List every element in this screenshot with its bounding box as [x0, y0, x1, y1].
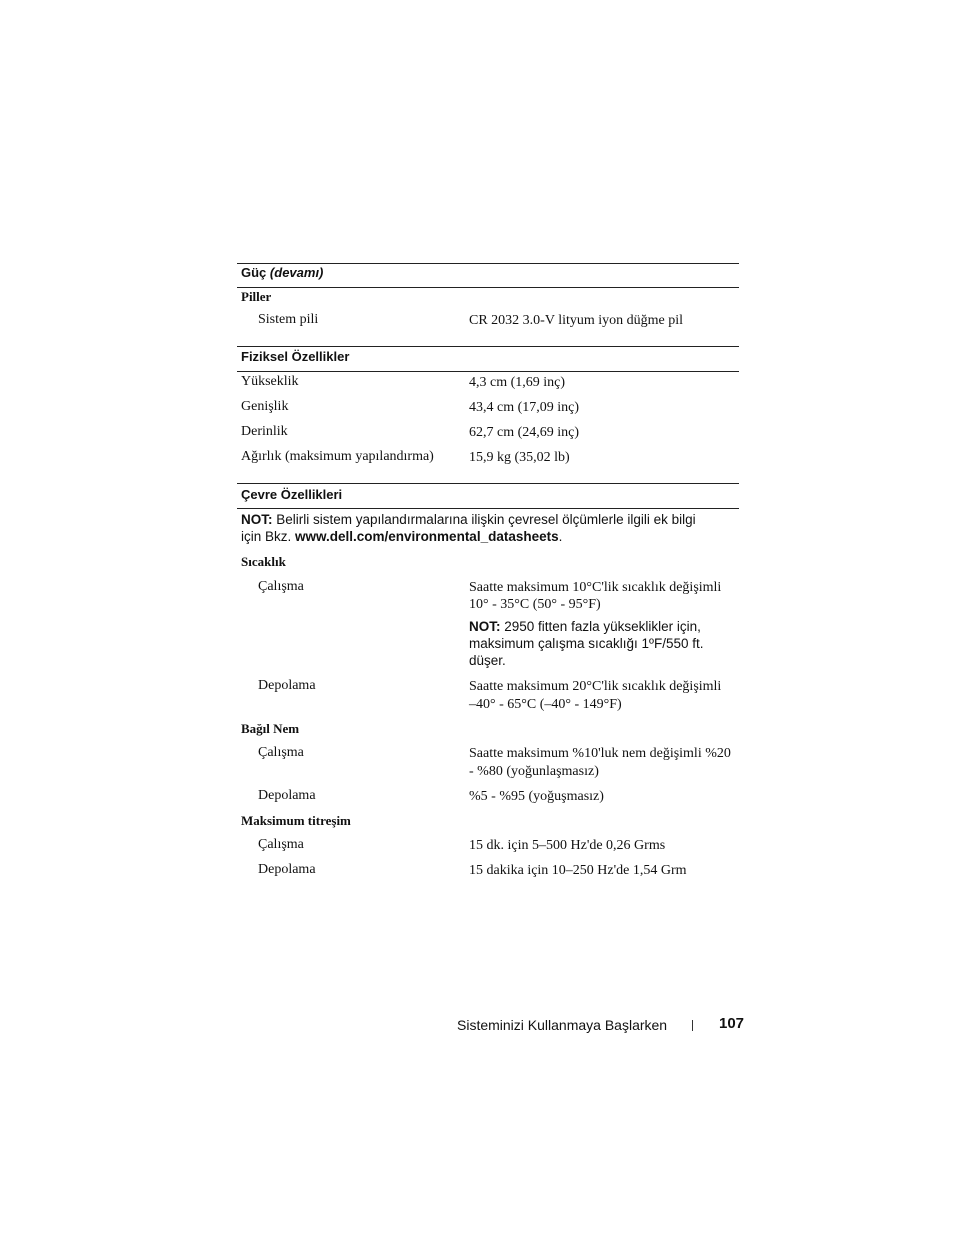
environment-note-line-1 — [241, 511, 741, 528]
temperature-title: Sıcaklık — [241, 554, 286, 569]
temperature-operating-value-2: 10° - 35°C (50° - 95°F) — [469, 597, 601, 612]
humidity-title: Bağıl Nem — [241, 721, 300, 736]
rule-environment-bottom — [237, 508, 739, 509]
physical-width-value: 43,4 cm (17,09 inç) — [469, 400, 580, 415]
footer-section-title: Sisteminizi Kullanmaya Başlarken — [457, 1017, 668, 1033]
physical-weight-value: 15,9 kg (35,02 lb) — [469, 450, 570, 465]
power-heading-suffix: (devamı) — [269, 265, 324, 280]
environment-note-text-2: için Bkz. — [241, 529, 292, 544]
system-battery-label: Sistem pili — [258, 312, 319, 327]
temperature-operating-note-label: NOT: — [469, 619, 501, 634]
humidity-storage-label: Depolama — [258, 788, 316, 803]
temperature-operating-note-line-1 — [469, 618, 701, 635]
environment-note-link[interactable]: www.dell.com/environmental_datasheets — [295, 529, 559, 544]
vibration-operating-value: 15 dk. için 5–500 Hz'de 0,26 Grms — [469, 838, 666, 853]
physical-height-label: Yükseklik — [241, 374, 299, 389]
physical-height-value: 4,3 cm (1,69 inç) — [469, 375, 566, 390]
temperature-operating-label: Çalışma — [258, 579, 304, 594]
temperature-storage-value-1: Saatte maksimum 20°C'lik sıcaklık değişimli — [469, 679, 722, 694]
environment-note-label: NOT: — [241, 512, 273, 527]
rule-power-bottom — [237, 287, 739, 288]
system-battery-value: CR 2032 3.0-V lityum iyon düğme pil — [469, 313, 684, 328]
temperature-operating-note-1: 2950 fitten fazla yükseklikler için, — [504, 619, 701, 634]
environment-heading: Çevre Özellikleri — [241, 487, 343, 502]
temperature-storage-label: Depolama — [258, 678, 316, 693]
humidity-operating-value-2: - %80 (yoğunlaşmasız) — [469, 764, 599, 779]
page-number: 107 — [719, 1015, 745, 1032]
humidity-operating-label: Çalışma — [258, 745, 304, 760]
environment-note-text-1: Belirli sistem yapılandırmalarına ilişkin çevresel ölçümlerle ilgili ek bilgi — [276, 512, 696, 527]
humidity-storage-value: %5 - %95 (yoğuşmasız) — [469, 789, 604, 804]
physical-width-label: Genişlik — [241, 399, 289, 414]
vibration-storage-label: Depolama — [258, 862, 316, 877]
vibration-title: Maksimum titreşim — [241, 813, 351, 828]
humidity-operating-value-1: Saatte maksimum %10'luk nem değişimli %20 — [469, 746, 731, 761]
physical-heading: Fiziksel Özellikler — [241, 349, 350, 364]
environment-note-end: . — [558, 529, 563, 544]
environment-note-line-2 — [241, 528, 741, 545]
rule-top-environment — [237, 483, 739, 484]
temperature-storage-value-2: –40° - 65°C (–40° - 149°F) — [469, 697, 622, 712]
temperature-operating-note-3: düşer. — [469, 653, 506, 668]
rule-top-power — [237, 263, 739, 264]
physical-weight-label: Ağırlık (maksimum yapılandırma) — [241, 449, 434, 464]
temperature-operating-note-2: maksimum çalışma sıcaklığı 1ºF/550 ft. — [469, 636, 704, 651]
rule-physical-bottom — [237, 371, 739, 372]
rule-top-physical — [237, 346, 739, 347]
physical-depth-label: Derinlik — [241, 424, 288, 439]
vibration-storage-value: 15 dakika için 10–250 Hz'de 1,54 Grm — [469, 863, 687, 878]
power-heading — [241, 265, 323, 280]
batteries-title: Piller — [241, 289, 272, 304]
temperature-operating-value-1: Saatte maksimum 10°C'lik sıcaklık değişimli — [469, 580, 722, 595]
footer-divider — [692, 1020, 693, 1031]
physical-depth-value: 62,7 cm (24,69 inç) — [469, 425, 580, 440]
power-heading-text: Güç — [241, 265, 267, 280]
vibration-operating-label: Çalışma — [258, 837, 304, 852]
